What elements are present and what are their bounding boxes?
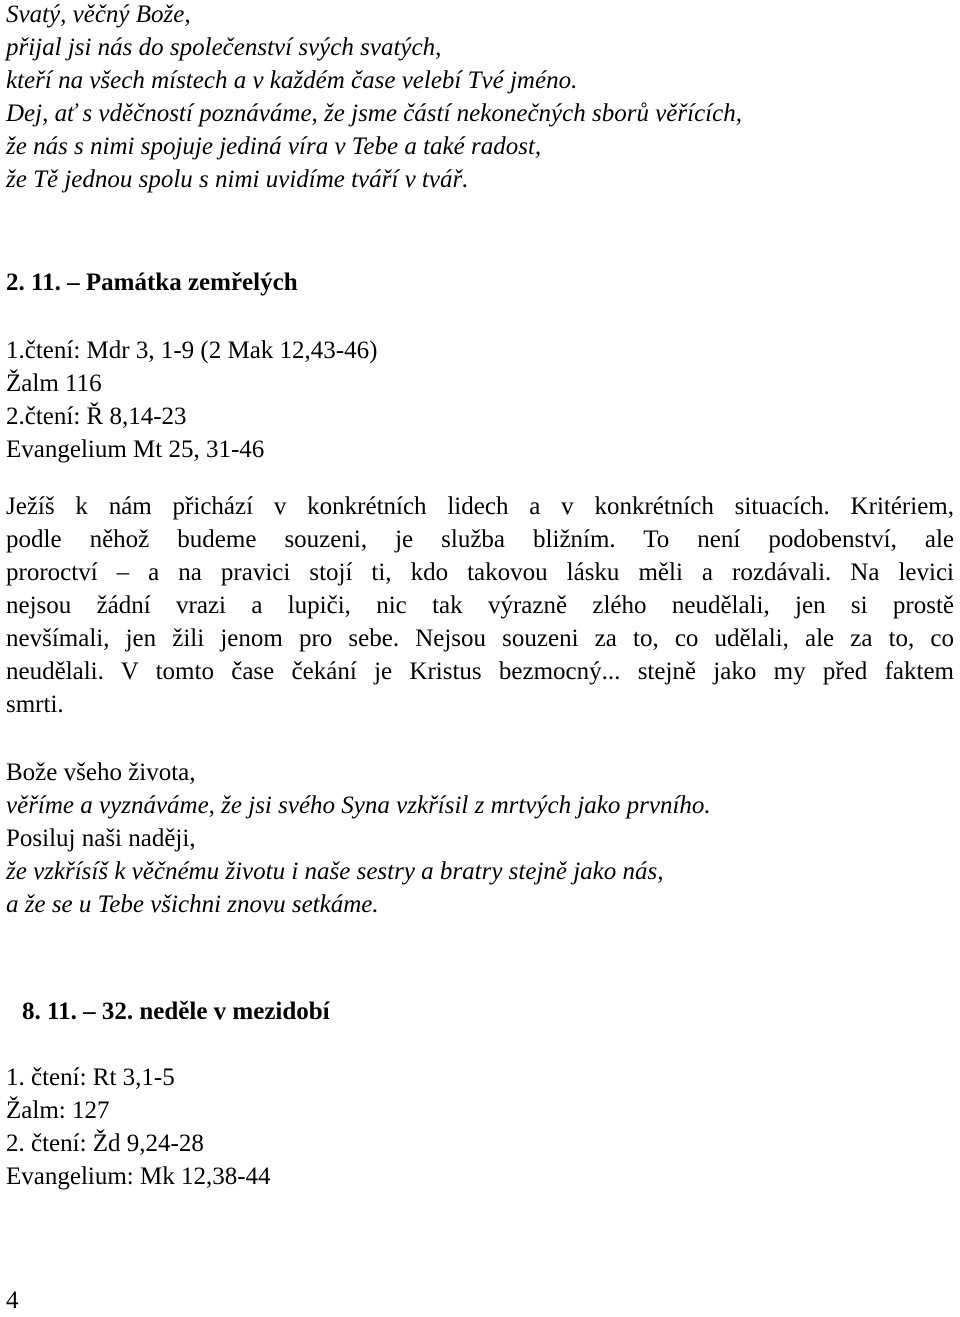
commentary-line: Ježíš k nám přichází v konkrétních lidech a v konkrétních situacích. Kritériem, — [6, 493, 954, 520]
section-heading: 8. 11. – 32. neděle v mezidobí — [22, 998, 330, 1025]
section-heading-all-souls — [6, 266, 954, 299]
reading-item: Žalm 116 — [6, 370, 102, 397]
page-number: 4 — [6, 1287, 19, 1314]
commentary-line: neudělali. V tomto čase čekání je Kristus bezmocný... stejně jako my před faktem — [6, 658, 954, 685]
reading-item: 2. čtení: Žd 9,24-28 — [6, 1130, 204, 1157]
section-heading: 2. 11. – Památka zemřelých — [6, 269, 298, 296]
commentary-line: proroctví – a na pravici stojí ti, kdo takovou lásku měli a rozdávali. Na levici — [6, 559, 954, 586]
prayer-line: Svatý, věčný Bože, — [6, 1, 191, 28]
prayer-line: že vzkřísíš k věčnému životu i naše sestry a bratry stejně jako nás, — [6, 858, 664, 885]
commentary-line: nejsou žádní vrazi a lupiči, nic tak výrazně zlého neudělali, jen si prostě — [6, 592, 954, 619]
prayer-line: Bože všeho života, — [6, 759, 196, 786]
reading-item: Žalm: 127 — [6, 1097, 110, 1124]
reading-item: Evangelium: Mk 12,38-44 — [6, 1163, 271, 1190]
prayer-line: a že se u Tebe všichni znovu setkáme. — [6, 891, 379, 918]
section-heading-32nd-sunday — [22, 995, 960, 1028]
prayer-line: že Tě jednou spolu s nimi uvidíme tváří v tvář. — [6, 166, 469, 193]
prayer-line: že nás s nimi spojuje jediná víra v Tebe a také radost, — [6, 133, 542, 160]
prayer-line: přijal jsi nás do společenství svých svatých, — [6, 34, 442, 61]
commentary-line: smrti. — [6, 691, 64, 718]
reading-item: 1. čtení: Rt 3,1-5 — [6, 1064, 175, 1091]
prayer-line: kteří na všech místech a v každém čase velebí Tvé jméno. — [6, 67, 578, 94]
readings-list-32nd-sunday — [6, 1061, 954, 1193]
closing-prayer — [6, 756, 954, 921]
reading-item: Evangelium Mt 25, 31-46 — [6, 436, 265, 463]
readings-list-all-souls — [6, 334, 954, 466]
prayer-line: Posiluj naši naději, — [6, 825, 196, 852]
commentary-paragraph — [6, 490, 954, 721]
opening-prayer — [6, 0, 954, 196]
prayer-line: Dej, ať s vděčností poznáváme, že jsme částí nekonečných sborů věřících, — [6, 100, 742, 127]
commentary-line: nevšímali, jen žili jenom pro sebe. Nejsou souzeni za to, co udělali, ale za to, co — [6, 625, 954, 652]
reading-item: 1.čtení: Mdr 3, 1-9 (2 Mak 12,43-46) — [6, 337, 378, 364]
reading-item: 2.čtení: Ř 8,14-23 — [6, 403, 187, 430]
commentary-line: podle něhož budeme souzeni, je služba bližním. To není podobenství, ale — [6, 526, 954, 553]
prayer-line: věříme a vyznáváme, že jsi svého Syna vzkřísil z mrtvých jako prvního. — [6, 792, 711, 819]
